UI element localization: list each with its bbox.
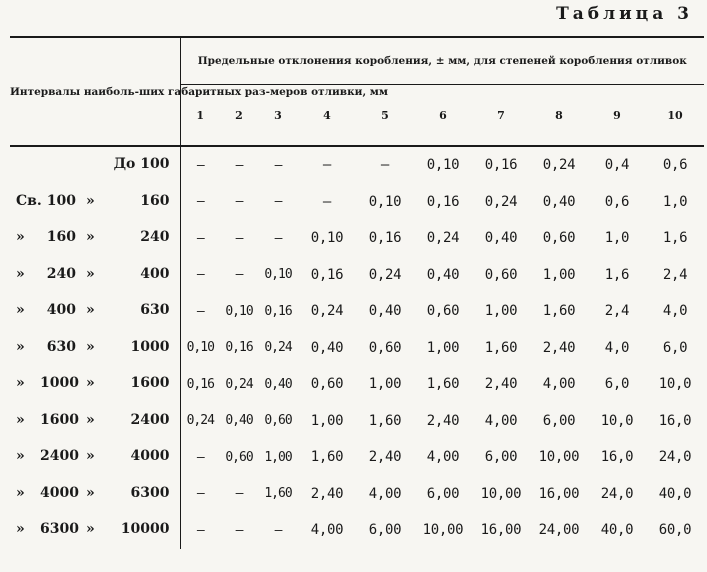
value-cell: — — [180, 146, 220, 184]
value-cell: 2,40 — [484, 376, 518, 393]
value-cell: 16,00 — [538, 485, 580, 502]
value-cell: 2,40 — [310, 485, 344, 502]
value-cell: 1,00 — [426, 339, 460, 356]
range-cell — [10, 146, 180, 184]
degree-header-3: 3 — [258, 85, 298, 147]
range-lower: 630 — [46, 338, 76, 355]
range-prefix: » — [16, 338, 25, 355]
range-lower: 2400 — [40, 448, 79, 464]
value-cell: 0,60 — [484, 266, 518, 283]
value-cell: 1,00 — [368, 376, 402, 393]
value-cell: 0,16 — [310, 266, 344, 283]
value-cell: — — [274, 522, 282, 538]
range-prefix: » — [16, 521, 25, 537]
range-prefix: » — [16, 411, 25, 428]
range-cell — [10, 220, 180, 257]
value-cell: 0,10 — [180, 330, 220, 367]
range-upper: 10000 — [120, 521, 170, 537]
value-cell: — — [180, 439, 220, 476]
value-cell: 1,6 — [662, 230, 688, 247]
value-cell: 10,00 — [422, 522, 464, 539]
range-cell — [10, 293, 180, 330]
value-cell: 0,10 — [368, 193, 402, 210]
range-separator: » — [86, 192, 95, 209]
value-cell: 6,00 — [542, 412, 576, 429]
value-cell: 0,16 — [426, 193, 460, 210]
value-cell: 2,40 — [426, 412, 460, 429]
degree-header-8: 8 — [530, 85, 588, 147]
value-cell: 4,00 — [484, 412, 518, 429]
range-prefix: » — [16, 484, 25, 501]
value-cell: 0,6 — [662, 157, 688, 174]
range-lower: 240 — [46, 265, 76, 282]
value-cell: 0,10 — [264, 267, 292, 283]
value-cell: 6,0 — [604, 376, 630, 393]
value-cell: — — [180, 184, 220, 221]
value-cell: 0,10 — [310, 230, 344, 247]
range-upper: 240 — [140, 229, 170, 245]
value-cell: 60,0 — [658, 522, 692, 539]
table-row — [10, 439, 704, 476]
value-cell: 1,60 — [542, 303, 576, 320]
value-cell: 2,40 — [368, 449, 402, 466]
value-cell: 0,16 — [225, 340, 253, 356]
value-cell: 1,0 — [662, 193, 688, 210]
value-cell: — — [274, 194, 282, 210]
range-upper: 2400 — [130, 411, 170, 428]
value-cell: — — [322, 157, 332, 174]
value-cell: 2,4 — [662, 266, 688, 283]
value-cell: 4,00 — [426, 449, 460, 466]
degree-header-4: 4 — [298, 85, 356, 147]
value-cell: — — [180, 512, 220, 549]
value-cell: 0,40 — [426, 266, 460, 283]
value-cell: 0,24 — [426, 230, 460, 247]
range-cell — [10, 439, 180, 476]
value-cell: 16,0 — [658, 412, 692, 429]
value-cell: 4,0 — [662, 303, 688, 320]
value-cell: 16,00 — [480, 522, 522, 539]
value-cell: 40,0 — [658, 485, 692, 502]
value-cell: 0,16 — [180, 366, 220, 403]
value-cell: — — [180, 220, 220, 257]
value-cell: 0,16 — [264, 303, 292, 319]
range-prefix: » — [16, 448, 25, 464]
value-cell: 0,40 — [484, 230, 518, 247]
value-cell: — — [235, 522, 243, 538]
value-cell: 6,00 — [426, 485, 460, 502]
range-upper: До 100 — [113, 156, 170, 172]
value-cell: 4,00 — [368, 485, 402, 502]
value-cell: 0,16 — [484, 157, 518, 174]
range-cell — [10, 184, 180, 221]
table-row — [10, 293, 704, 330]
degree-header-9: 9 — [588, 85, 646, 147]
interval-header: Интервалы наиболь-ших габаритных раз-меров отливки, мм — [10, 37, 180, 146]
value-cell: 0,24 — [542, 157, 576, 174]
degree-header-10: 10 — [646, 85, 704, 147]
value-cell: 1,60 — [264, 486, 292, 502]
range-prefix: » — [16, 229, 25, 245]
value-cell: 16,0 — [600, 449, 634, 466]
value-cell: 1,60 — [368, 412, 402, 429]
range-upper: 4000 — [130, 448, 170, 464]
table-row — [10, 476, 704, 513]
value-cell: 4,0 — [604, 339, 630, 356]
value-cell: 0,60 — [310, 376, 344, 393]
value-cell: 0,24 — [264, 340, 292, 356]
range-prefix: » — [16, 302, 25, 318]
value-cell: 0,24 — [180, 403, 220, 440]
degree-header-5: 5 — [356, 85, 414, 147]
degree-header-6: 6 — [414, 85, 472, 147]
range-separator: » — [86, 302, 95, 318]
range-upper: 6300 — [130, 484, 170, 501]
value-cell: 0,10 — [426, 157, 460, 174]
value-cell: 0,24 — [484, 193, 518, 210]
range-prefix: Св. — [16, 192, 42, 209]
range-cell — [10, 403, 180, 440]
value-cell: 0,60 — [426, 303, 460, 320]
value-cell: 2,40 — [542, 339, 576, 356]
value-cell: 1,60 — [484, 339, 518, 356]
range-lower: 1000 — [40, 375, 79, 391]
value-cell: 24,00 — [538, 522, 580, 539]
range-lower: 4000 — [40, 484, 79, 501]
table-row — [10, 184, 704, 221]
value-cell: — — [235, 194, 243, 210]
value-cell: 0,24 — [310, 303, 344, 320]
value-cell: 1,6 — [604, 266, 630, 283]
range-separator: » — [86, 411, 95, 428]
value-cell: 0,40 — [225, 413, 253, 429]
value-cell: 10,0 — [600, 412, 634, 429]
value-cell: 1,60 — [310, 449, 344, 466]
value-cell: 24,0 — [658, 449, 692, 466]
value-cell: 0,40 — [542, 193, 576, 210]
range-lower: 1600 — [40, 411, 79, 428]
table-caption: Таблица 3 — [556, 4, 693, 24]
table-row — [10, 403, 704, 440]
range-upper: 160 — [140, 192, 170, 209]
value-cell: 10,00 — [480, 485, 522, 502]
value-cell: 0,60 — [225, 449, 253, 465]
table-row — [10, 512, 704, 549]
range-upper: 1000 — [130, 338, 170, 355]
value-cell: — — [180, 257, 220, 294]
range-separator: » — [86, 484, 95, 501]
table-row — [10, 366, 704, 403]
value-cell: 1,0 — [604, 230, 630, 247]
table-row — [10, 330, 704, 367]
value-cell: — — [235, 267, 243, 283]
value-cell: 24,0 — [600, 485, 634, 502]
value-cell: 10,00 — [538, 449, 580, 466]
value-cell: — — [274, 157, 282, 173]
value-cell: 1,00 — [542, 266, 576, 283]
value-cell: — — [235, 230, 243, 246]
value-cell: 4,00 — [542, 376, 576, 393]
value-cell: 0,60 — [264, 413, 292, 429]
range-cell — [10, 330, 180, 367]
range-prefix: » — [16, 375, 25, 391]
value-cell: 0,16 — [368, 230, 402, 247]
range-lower: 100 — [46, 192, 76, 209]
range-separator: » — [86, 521, 95, 537]
table-row — [10, 146, 704, 184]
range-prefix: » — [16, 265, 25, 282]
value-cell: 0,40 — [264, 376, 292, 392]
value-cell: 0,24 — [368, 266, 402, 283]
value-cell: — — [274, 230, 282, 246]
value-cell: 1,60 — [426, 376, 460, 393]
range-lower: 160 — [46, 229, 76, 245]
value-cell: — — [322, 193, 332, 210]
value-cell: 10,0 — [658, 376, 692, 393]
value-cell: 0,24 — [225, 376, 253, 392]
value-cell: 0,10 — [225, 303, 253, 319]
value-cell: 6,00 — [484, 449, 518, 466]
value-cell: 0,40 — [368, 303, 402, 320]
range-separator: » — [86, 265, 95, 282]
value-cell: 1,00 — [310, 412, 344, 429]
value-cell: 4,00 — [310, 522, 344, 539]
range-upper: 630 — [140, 302, 170, 318]
range-separator: » — [86, 229, 95, 245]
tolerance-table — [10, 36, 704, 549]
range-separator: » — [86, 338, 95, 355]
value-cell: 6,00 — [368, 522, 402, 539]
range-upper: 400 — [140, 265, 170, 282]
table-row — [10, 220, 704, 257]
table-row — [10, 257, 704, 294]
range-cell — [10, 366, 180, 403]
value-cell: 1,00 — [264, 449, 292, 465]
value-cell: 0,4 — [604, 157, 630, 174]
value-cell: 1,00 — [484, 303, 518, 320]
value-cell: 2,4 — [604, 303, 630, 320]
range-lower: 6300 — [40, 521, 79, 537]
value-cell: — — [180, 293, 220, 330]
value-cell: — — [235, 486, 243, 502]
value-cell: 0,40 — [310, 339, 344, 356]
range-lower: 400 — [46, 302, 76, 318]
value-cell: — — [380, 157, 390, 174]
range-separator: » — [86, 375, 95, 391]
range-separator: » — [86, 448, 95, 464]
value-cell: — — [180, 476, 220, 513]
degree-header-2: 2 — [220, 85, 258, 147]
range-cell — [10, 257, 180, 294]
value-cell: 6,0 — [662, 339, 688, 356]
value-cell: 0,6 — [604, 193, 630, 210]
degree-header-7: 7 — [472, 85, 530, 147]
degree-header-1: 1 — [180, 85, 220, 147]
value-cell: 0,60 — [542, 230, 576, 247]
range-cell — [10, 476, 180, 513]
value-cell: — — [235, 157, 243, 173]
range-cell — [10, 512, 180, 549]
value-cell: 40,0 — [600, 522, 634, 539]
value-cell: 0,60 — [368, 339, 402, 356]
table-body — [10, 146, 704, 549]
deviation-header: Предельные отклонения коробления, ± мм, для степеней коробления отливок — [180, 37, 704, 85]
range-upper: 1600 — [130, 375, 170, 391]
